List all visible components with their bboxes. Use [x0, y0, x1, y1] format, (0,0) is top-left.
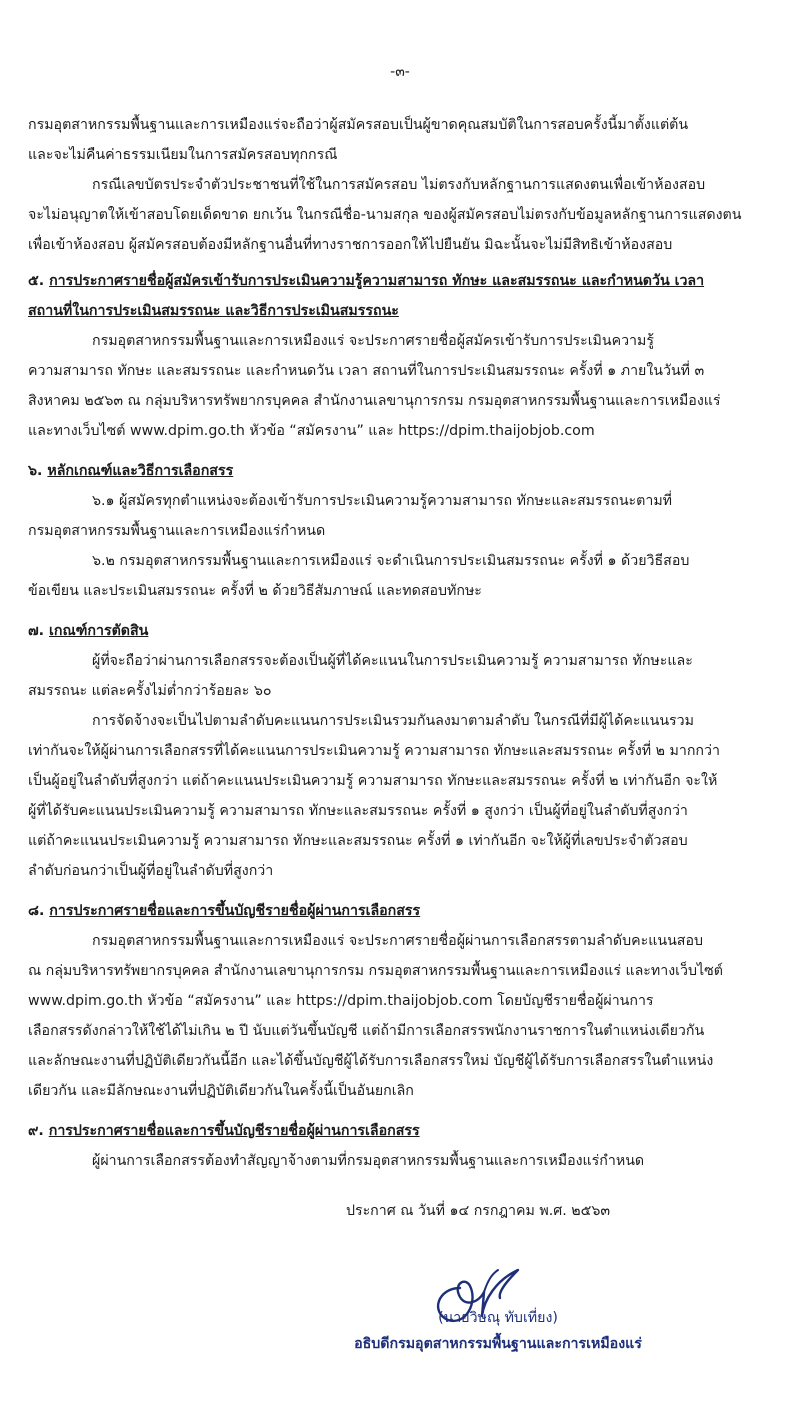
section-title: การประกาศรายชื่อและการขึ้นบัญชีรายชื่อผู้ผ่านการเลือกสรร	[49, 903, 421, 919]
signer-name: (นายวิษณุ ทับเที่ยง)	[438, 1310, 558, 1326]
paragraph-line: ณ กลุ่มบริหารทรัพยากรบุคคล สำนักงานเลขานุการกรม กรมอุตสาหกรรมพื้นฐานและการเหมืองแร่ และทางเว็บไซต์	[28, 963, 723, 979]
section-number: ๗.	[28, 623, 45, 639]
section-title: สถานที่ในการประเมินสมรรถนะ และวิธีการประเมินสมรรถนะ	[28, 303, 399, 319]
paragraph-line: ๖.๑ ผู้สมัครทุกตำแหน่งจะต้องเข้ารับการประเมินความรู้ความสามารถ ทักษะและสมรรถนะตามที่	[92, 493, 673, 509]
paragraph-line: เลือกสรรดังกล่าวให้ใช้ได้ไม่เกิน ๒ ปี นับแต่วันขึ้นบัญชี แต่ถ้ามีการเลือกสรรพนักงานราชการในตำแหน่งเดียวกัน	[28, 1023, 705, 1039]
section-number: ๕.	[28, 273, 45, 289]
section-title: การประกาศรายชื่อและการขึ้นบัญชีรายชื่อผู้ผ่านการเลือกสรร	[48, 1123, 420, 1139]
paragraph-line: ผู้ที่ได้รับคะแนนประเมินความรู้ ความสามารถ ทักษะและสมรรถนะ ครั้งที่ ๑ สูงกว่า เป็นผู้ที่อยู่ในลำดับที่สูงกว่า	[28, 803, 688, 819]
paragraph-line: กรมอุตสาหกรรมพื้นฐานและการเหมืองแร่กำหนด	[28, 523, 326, 539]
signer-title: อธิบดีกรมอุตสาหกรรมพื้นฐานและการเหมืองแร่	[354, 1336, 642, 1352]
paragraph-line: เป็นผู้อยู่ในลำดับที่สูงกว่า แต่ถ้าคะแนนประเมินความรู้ ความสามารถ ทักษะและสมรรถนะ ครั้งที่ ๒ เท่ากันอีก จะให้	[28, 773, 718, 789]
paragraph-line: เดียวกัน และมีลักษณะงานที่ปฏิบัติเดียวกันในครั้งนี้เป็นอันยกเลิก	[28, 1083, 414, 1099]
paragraph-line: เพื่อเข้าห้องสอบ ผู้สมัครสอบต้องมีหลักฐานอื่นที่ทางราชการออกให้ไปยืนยัน มิฉะนั้นจะไม่มีสิทธิเข้าห้องสอบ	[28, 237, 673, 253]
section-title: หลักเกณฑ์และวิธีการเลือกสรร	[47, 463, 234, 479]
paragraph-line: สิงหาคม ๒๕๖๓ ณ กลุ่มบริหารทรัพยากรบุคคล สำนักงานเลขานุการกรม กรมอุตสาหกรรมพื้นฐานและการเหมืองแร่	[28, 393, 721, 409]
page-number: -๓-	[390, 64, 410, 80]
section-title: เกณฑ์การตัดสิน	[49, 623, 149, 639]
section-8-heading	[28, 896, 788, 926]
paragraph-line: กรณีเลขบัตรประจำตัวประชาชนที่ใช้ในการสมัครสอบ ไม่ตรงกับหลักฐานการแสดงตนเพื่อเข้าห้องสอบ	[92, 177, 706, 193]
section-number: ๖.	[28, 463, 43, 479]
paragraph-line: www.dpim.go.th หัวข้อ “สมัครงาน” และ https://dpim.thaijobjob.com โดยบัญชีรายชื่อผู้ผ่านการ	[28, 993, 654, 1009]
paragraph-line: ๖.๒ กรมอุตสาหกรรมพื้นฐานและการเหมืองแร่ จะดำเนินการประเมินสมรรถนะ ครั้งที่ ๑ ด้วยวิธีสอบ	[92, 553, 690, 569]
paragraph-line: กรมอุตสาหกรรมพื้นฐานและการเหมืองแร่ จะประกาศรายชื่อผู้ผ่านการเลือกสรรตามลำดับคะแนนสอบ	[92, 933, 703, 949]
section-9-heading	[28, 1116, 788, 1146]
paragraph-line: เท่ากันจะให้ผู้ผ่านการเลือกสรรที่ได้คะแนนการประเมินความรู้ ความสามารถ ทักษะและสมรรถนะ ครั้งที่ ๒ มากกว่า	[28, 743, 720, 759]
announcement-date: ประกาศ ณ วันที่ ๑๔ กรกฎาคม พ.ศ. ๒๕๖๓	[345, 1203, 611, 1219]
paragraph-line: ข้อเขียน และประเมินสมรรถนะ ครั้งที่ ๒ ด้วยวิธีสัมภาษณ์ และทดสอบทักษะ	[28, 583, 482, 599]
paragraph-line: จะไม่อนุญาตให้เข้าสอบโดยเด็ดขาด ยกเว้น ในกรณีชื่อ-นามสกุล ของผู้สมัครสอบไม่ตรงกับข้อมูลหลักฐานการแสดงตน	[28, 207, 742, 223]
paragraph-line: ผู้ที่จะถือว่าผ่านการเลือกสรรจะต้องเป็นผู้ที่ได้คะแนนในการประเมินความรู้ ความสามารถ ทักษะและ	[92, 653, 693, 669]
paragraph-line: และทางเว็บไซต์ www.dpim.go.th หัวข้อ “สมัครงาน” และ https://dpim.thaijobjob.com	[28, 423, 595, 439]
paragraph-line: กรมอุตสาหกรรมพื้นฐานและการเหมืองแร่ จะประกาศรายชื่อผู้สมัครเข้ารับการประเมินความรู้	[92, 333, 654, 349]
section-7-heading	[28, 616, 788, 646]
section-title: การประกาศรายชื่อผู้สมัครเข้ารับการประเมินความรู้ความสามารถ ทักษะ และสมรรถนะ และกำหนดวัน เวลา	[49, 273, 705, 289]
paragraph-line: สมรรถนะ แต่ละครั้งไม่ต่ำกว่าร้อยละ ๖๐	[28, 683, 272, 699]
section-5-heading	[28, 266, 788, 296]
document-body	[28, 110, 788, 1346]
paragraph-line: แต่ถ้าคะแนนประเมินความรู้ ความสามารถ ทักษะและสมรรถนะ ครั้งที่ ๑ เท่ากันอีก จะให้ผู้ที่เลขประจำตัวสอบ	[28, 833, 688, 849]
section-number: ๘.	[28, 903, 45, 919]
section-number: ๙.	[28, 1123, 44, 1139]
paragraph-line: และลักษณะงานที่ปฏิบัติเดียวกันนี้อีก และได้ขึ้นบัญชีผู้ได้รับการเลือกสรรใหม่ บัญชีผู้ได้รับการเลือกสรรในตำแหน่ง	[28, 1053, 714, 1069]
paragraph-line: การจัดจ้างจะเป็นไปตามลำดับคะแนนการประเมินรวมกันลงมาตามลำดับ ในกรณีที่มีผู้ได้คะแนนรวม	[92, 713, 694, 729]
paragraph-line: ลำดับก่อนกว่าเป็นผู้ที่อยู่ในลำดับที่สูงกว่า	[28, 863, 274, 879]
paragraph-line: กรมอุตสาหกรรมพื้นฐานและการเหมืองแร่จะถือว่าผู้สมัครสอบเป็นผู้ขาดคุณสมบัติในการสอบครั้งนี้มาตั้งแต่ต้น	[28, 117, 689, 133]
section-6-heading	[28, 456, 788, 486]
paragraph-line: ความสามารถ ทักษะ และสมรรถนะ และกำหนดวัน เวลา สถานที่ในการประเมินสมรรถนะ ครั้งที่ ๑ ภายในวันที่ ๓	[28, 363, 705, 379]
paragraph-line: ผู้ผ่านการเลือกสรรต้องทำสัญญาจ้างตามที่กรมอุตสาหกรรมพื้นฐานและการเหมืองแร่กำหนด	[92, 1153, 645, 1169]
paragraph-line: และจะไม่คืนค่าธรรมเนียมในการสมัครสอบทุกกรณี	[28, 147, 338, 163]
section-5-heading-cont	[28, 296, 788, 326]
